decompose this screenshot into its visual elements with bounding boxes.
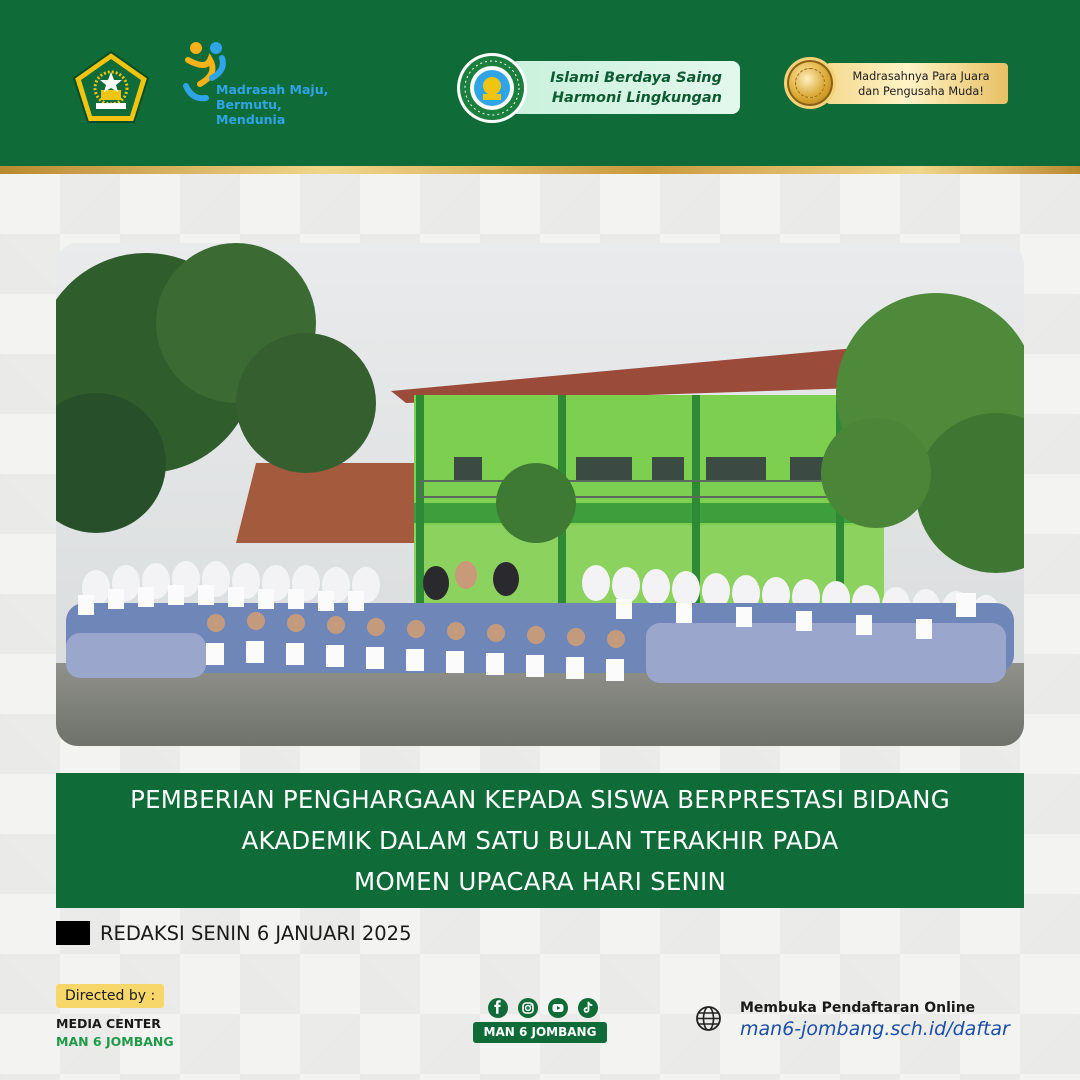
school-group-photo-illustration — [56, 243, 1024, 746]
instagram-icon[interactable] — [518, 998, 538, 1018]
madrasah-tagline-1: Madrasah Maju, — [216, 82, 329, 97]
registration-link[interactable]: man6-jombang.sch.id/daftar — [740, 1018, 1010, 1040]
registration-title: Membuka Pendaftaran Online — [740, 1000, 976, 1016]
slogan-line-1: Islami Berdaya Saing — [550, 69, 722, 86]
headline-band — [56, 773, 1024, 908]
tiktok-icon[interactable] — [578, 998, 598, 1018]
school-name-label: MAN 6 JOMBANG — [56, 1034, 174, 1049]
motto-box — [826, 63, 1008, 104]
kemenag-logo — [72, 50, 150, 124]
madrasah-tagline-2: Bermutu, — [216, 97, 282, 112]
social-icons — [488, 998, 598, 1018]
byline — [56, 920, 412, 946]
media-center-label: MEDIA CENTER — [56, 1016, 161, 1031]
header-gold-stripe — [0, 166, 1080, 174]
motto-line-2: dan Pengusaha Muda! — [858, 84, 984, 98]
youtube-icon[interactable] — [548, 998, 568, 1018]
gold-medal-icon — [784, 57, 836, 109]
headline-line-1: PEMBERIAN PENGHARGAAN KEPADA SISWA BERPRESTASI BIDANG — [130, 785, 950, 814]
facebook-icon[interactable] — [488, 998, 508, 1018]
group-photo — [56, 243, 1024, 746]
byline-marker — [56, 921, 90, 945]
headline-line-3: MOMEN UPACARA HARI SENIN — [353, 867, 726, 896]
madrasah-maju-logo — [180, 40, 330, 130]
social-handle-badge: MAN 6 JOMBANG — [473, 1022, 607, 1043]
headline-line-2: AKADEMIK DALAM SATU BULAN TERAKHIR PADA — [241, 826, 839, 855]
slogan-box — [510, 61, 740, 114]
byline-text: REDAKSI SENIN 6 JANUARI 2025 — [100, 921, 412, 945]
motto-line-1: Madrasahnya Para Juara — [852, 69, 990, 83]
madrasah-tagline-3: Mendunia — [216, 112, 286, 127]
globe-icon — [695, 1005, 722, 1032]
header-bar — [0, 0, 1080, 166]
directed-by-badge: Directed by : — [56, 984, 164, 1008]
slogan-line-2: Harmoni Lingkungan — [551, 89, 722, 106]
man6-jombang-logo — [456, 52, 528, 124]
